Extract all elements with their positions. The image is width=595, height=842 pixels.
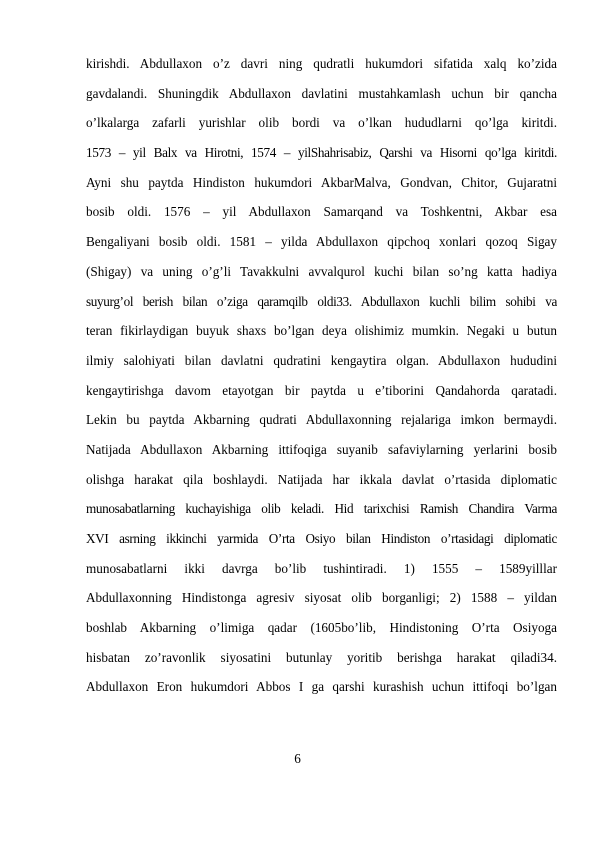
page-number: 6	[294, 751, 301, 766]
text-line-1: kirishdi. Abdullaxon o’z davri ning qudratli hukumdori sifatida xalq ko’zida	[86, 56, 557, 71]
text-line-13: Lekin bu paytda Akbarning qudrati Abdullaxonning rejalariga imkon bermaydi.	[86, 412, 557, 428]
text-line-11: ilmiy salohiyati bilan davlatni qudratini kengaytira olgan. Abdullaxon hududini	[86, 352, 557, 368]
text-line-6: bosib oldi. 1576 – yil Abdullaxon Samarqand va Toshkentni, Akbar esa	[86, 204, 557, 220]
text-line-19: Abdullaxonning Hindistonga agresiv siyosat olib borganligi; 2) 1588 – yildan	[86, 590, 557, 606]
text-line-2: gavdalandi. Shuningdik Abdullaxon davlatini mustahkamlash uchun bir qancha	[86, 85, 557, 101]
text-line-3: o’lkalarga zafarli yurishlar olib bordi va o’lkan hududlarni qo’lga kiritdi.	[86, 115, 557, 131]
text-line-12: kengaytirishga davom etayotgan bir paytda u e’tiborini Qandahorda qaratadi.	[86, 382, 557, 398]
text-line-5: Ayni shu paytda Hindiston hukumdori AkbarMalva, Gondvan, Chitor, Gujaratni	[86, 174, 557, 190]
text-line-15: olishga harakat qila boshlaydi. Natijada har ikkala davlat o’rtasida diplomatic	[86, 471, 557, 487]
text-line-17: XVI asrning ikkinchi yarmida O’rta Osiyo bilan Hindiston o’rtasidagi diplomatic	[86, 531, 557, 546]
text-line-21: hisbatan zo’ravonlik siyosatini butunlay yoritib berishga harakat qiladi34.	[86, 649, 557, 665]
text-line-4: 1573 – yil Balx va Hirotni, 1574 – yilShahrisabiz, Qarshi va Hisorni qo’lga kiritdi.	[86, 145, 557, 161]
text-line-9: suyurg’ol berish bilan o’ziga qaramqilb oldi33. Abdullaxon kuchli bilim sohibi va	[86, 293, 557, 309]
text-line-14: Natijada Abdullaxon Akbarning ittifoqiga suyanib safaviylarning yerlarini bosib	[86, 441, 557, 457]
text-line-20: boshlab Akbarning o’limiga qadar (1605bo’lib, Hindistoning O’rta Osiyoga	[86, 620, 557, 636]
text-line-10: teran fikirlaydigan buyuk shaxs bo’lgan deya olishimiz mumkin. Negaki u butun	[86, 323, 557, 339]
text-line-22: Abdullaxon Eron hukumdori Abbos I ga qarshi kurashish uchun ittifoqi bo’lgan	[86, 679, 557, 695]
text-line-8: (Shigay) va uning o’g’li Tavakkulni avvalqurol kuchi bilan so’ng katta hadiya	[86, 263, 557, 279]
text-line-16: munosabatlarning kuchayishiga olib keladi. Hid tarixchisi Ramish Chandira Varma	[86, 501, 557, 517]
body-text	[86, 49, 557, 702]
text-line-18: munosabatlarni ikki davrga bo’lib tushintiradi. 1) 1555 – 1589yilllar	[86, 560, 557, 576]
text-line-7: Bengaliyani bosib oldi. 1581 – yilda Abdullaxon qipchoq xonlari qozoq Sigay	[86, 234, 557, 250]
